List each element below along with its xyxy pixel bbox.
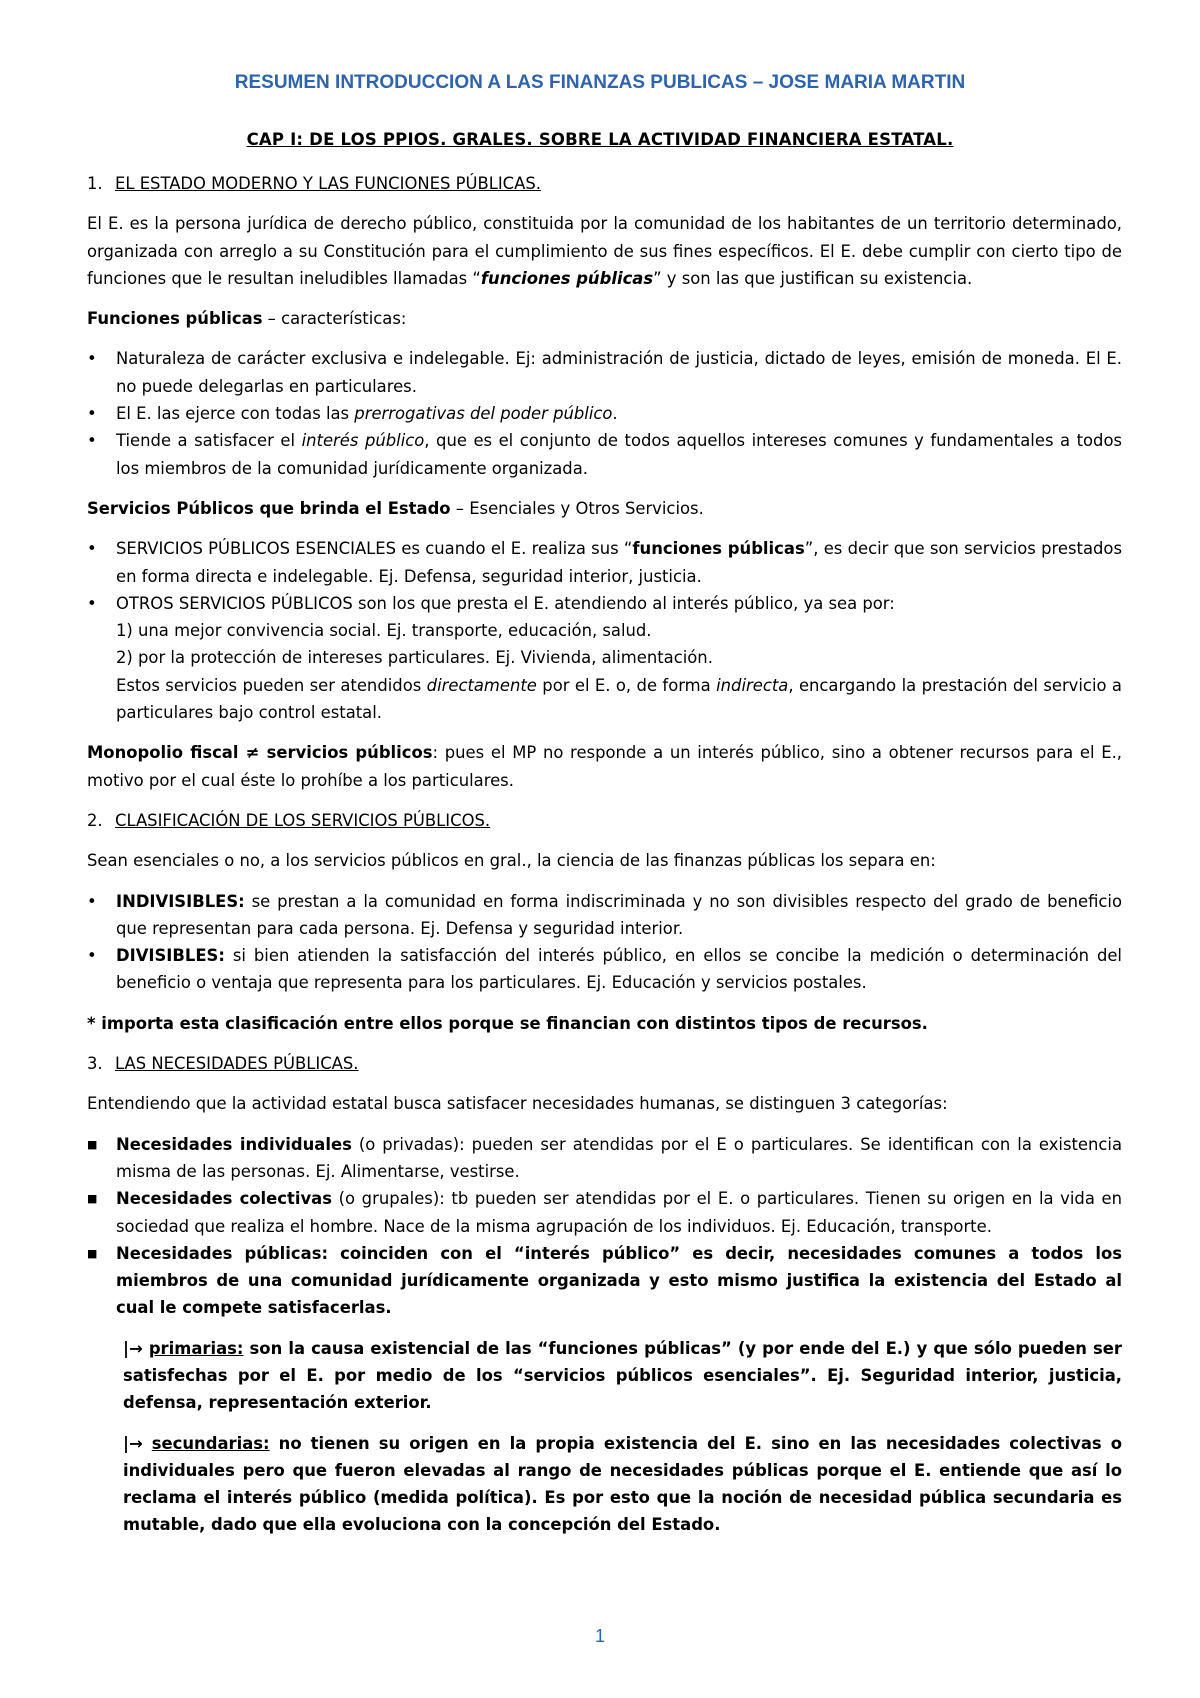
text-run: Tiende a satisfacer el <box>116 431 302 451</box>
text-run: – Esenciales y Otros Servicios. <box>450 498 704 518</box>
document-title: RESUMEN INTRODUCCION A LAS FINANZAS PUBLICAS – JOSE MARIA MARTIN <box>234 72 966 93</box>
section-number: 1. <box>87 174 103 193</box>
list-item <box>87 427 1122 482</box>
bold-label: Funciones públicas <box>87 309 263 329</box>
section-1-heading <box>87 170 1122 197</box>
bold-label: Servicios Públicos que brinda el Estado <box>87 498 451 518</box>
square-bullet-icon: ■ <box>87 1246 98 1260</box>
bullet-icon: • <box>87 431 97 451</box>
bold-label: INDIVISIBLES: <box>116 891 245 911</box>
bold-label: Necesidades colectivas <box>116 1189 332 1209</box>
arrow-icon: |→ <box>123 1433 152 1453</box>
text-run: (o grupales): tb pueden ser atendidas por el E. o particulares. Tienen su origen en la vida en sociedad que realiza el hombre. Nace de la misma agrupación de los individuos. Ej. Educación, transporte. <box>116 1189 1122 1236</box>
list-item <box>87 590 1122 726</box>
list-item <box>87 535 1122 590</box>
bullet-icon: • <box>87 891 97 911</box>
text-run: , que es el conjunto de todos aquellos intereses comunes y fundamentales a todos los miembros de la comunidad jurídicamente organizada. <box>116 431 1123 478</box>
bold-label: Necesidades individuales <box>116 1134 352 1154</box>
text-line <box>116 672 1122 727</box>
text-run: Estos servicios pueden ser atendidos <box>116 675 427 695</box>
text-run: ” y son las que justifican su existencia. <box>653 268 973 288</box>
section-number: 3. <box>87 1054 103 1074</box>
text-run: – características: <box>262 309 407 329</box>
paragraph-estado-definition <box>87 210 1122 292</box>
arrow-icon: |→ <box>123 1338 149 1358</box>
section-3-heading <box>87 1050 1122 1077</box>
text-run: El E. las ejerce con todas las <box>116 404 355 424</box>
servicios-publicos-heading <box>87 495 1122 522</box>
text-run: . <box>612 404 618 424</box>
bold-label: DIVISIBLES: <box>116 946 225 966</box>
text-run: ”, es decir que son servicios prestados en forma directa e indelegable. Ej. Defensa, seguridad interior, justicia. <box>116 539 1122 586</box>
document-body <box>87 170 1122 1552</box>
list-item <box>87 400 1122 427</box>
list-item <box>87 942 1122 997</box>
sub-label: primarias: <box>148 1338 244 1358</box>
page-number: 1 <box>594 1626 605 1646</box>
funciones-list <box>87 345 1122 481</box>
text-line: 1) una mejor convivencia social. Ej. transporte, educación, salud. <box>116 621 652 641</box>
list-item <box>87 345 1122 400</box>
clasificacion-intro: Sean esenciales o no, a los servicios públicos en gral., la ciencia de las finanzas públicas los separa en: <box>87 851 936 871</box>
text-run: (o privadas): pueden ser atendidas por el E o particulares. Se identifican con la existencia misma de las personas. Ej. Alimentarse, vestirse. <box>116 1134 1122 1181</box>
clasificacion-list <box>87 888 1122 997</box>
list-item <box>87 888 1122 943</box>
section-title: EL ESTADO MODERNO Y LAS FUNCIONES PÚBLICAS. <box>115 174 541 193</box>
square-bullet-icon: ■ <box>87 1137 98 1151</box>
chapter-title: CAP I: DE LOS PPIOS. GRALES. SOBRE LA ACTIVIDAD FINANCIERA ESTATAL. <box>246 130 954 149</box>
servicios-list <box>87 535 1122 726</box>
bold-text: funciones públicas <box>632 539 805 559</box>
italic-text: interés público <box>301 431 425 451</box>
monopolio-paragraph <box>87 739 1122 794</box>
text-line: OTROS SERVICIOS PÚBLICOS son los que presta el E. atendiendo al interés público, ya sea por: <box>116 593 895 613</box>
bullet-icon: • <box>87 593 97 613</box>
text-run: El E. es la persona jurídica de derecho público, constituida por la comunidad de los habitantes de un territorio determinado, organizada con arreglo a su Constitución para el cumplimiento de sus fines específicos. El E. debe cumplir con cierto tipo de funciones que le resultan ineludibles llamadas “ <box>87 214 1122 288</box>
bold-label: Monopolio fiscal ≠ servicios públicos <box>87 743 433 763</box>
section-2-heading <box>87 807 1122 834</box>
text-run: SERVICIOS PÚBLICOS ESENCIALES es cuando el E. realiza sus “ <box>116 539 633 559</box>
text-run: , encargando la prestación del servicio a particulares bajo control estatal. <box>116 675 1122 723</box>
secundarias-paragraph <box>123 1430 1122 1539</box>
text-run: : pues el MP no responde a un interés público, sino a obtener recursos para el E., motivo por el cual éste lo prohíbe a los particulares. <box>87 743 1122 790</box>
section-title: CLASIFICACIÓN DE LOS SERVICIOS PÚBLICOS. <box>115 810 491 830</box>
section-title: LAS NECESIDADES PÚBLICAS. <box>115 1054 359 1074</box>
primarias-paragraph <box>123 1335 1122 1417</box>
bullet-icon: • <box>87 404 97 424</box>
bullet-icon: • <box>87 539 97 559</box>
sub-label: secundarias: <box>151 1433 270 1453</box>
italic-text: indirecta <box>716 675 789 695</box>
list-item <box>87 1185 1122 1240</box>
text-run: por el E. o, de forma <box>536 675 717 695</box>
list-item <box>87 1131 1122 1186</box>
bold-text: Necesidades públicas: coinciden con el “interés público” es decir, necesidades comunes a todos los miembros de una comunidad jurídicamente organizada y esto mismo justifica la existencia del Estado al cual le compete satisfacerlas. <box>116 1243 1122 1318</box>
clasificacion-note: * importa esta clasificación entre ellos porque se financian con distintos tipos de recursos. <box>87 1013 928 1033</box>
bullet-icon: • <box>87 946 97 966</box>
text-run: son la causa existencial de las “funciones públicas” (y por ende del E.) y que sólo pueden ser satisfechas por el E. por medio de los “servicios públicos esenciales”. Ej. Seguridad interior, justicia, defensa, representación exterior. <box>123 1338 1122 1413</box>
bullet-icon: • <box>87 349 97 369</box>
funciones-publicas-heading <box>87 305 1122 332</box>
emphasis-text: funciones públicas <box>480 268 654 288</box>
necesidades-list <box>87 1131 1122 1322</box>
square-bullet-icon: ■ <box>87 1192 98 1206</box>
text-run: no tienen su origen en la propia existencia del E. sino en las necesidades colectivas o individuales pero que fueron elevadas al rango de necesidades públicas porque el E. entiende que así lo reclama el interés público (medida política). Es por esto que la noción de necesidad pública secundaria es mutable, dado que ella evoluciona con la concepción del Estado. <box>123 1433 1122 1535</box>
section-number: 2. <box>87 810 103 830</box>
text-line: 2) por la protección de intereses particulares. Ej. Vivienda, alimentación. <box>116 648 713 668</box>
italic-text: directamente <box>426 675 537 695</box>
text-run: se prestan a la comunidad en forma indiscriminada y no son divisibles respecto del grado de beneficio que representan para cada persona. Ej. Defensa y seguridad interior. <box>116 891 1122 938</box>
list-item-text: Naturaleza de carácter exclusiva e indelegable. Ej: administración de justicia, dictado de leyes, emisión de moneda. El E. no puede delegarlas en particulares. <box>116 349 1122 396</box>
necesidades-intro: Entendiendo que la actividad estatal busca satisfacer necesidades humanas, se distinguen 3 categorías: <box>87 1094 948 1114</box>
text-run: si bien atienden la satisfacción del interés público, en ellos se concibe la medición o determinación del beneficio o ventaja que representa para los particulares. Ej. Educación y servicios postales. <box>116 946 1122 993</box>
list-item <box>87 1240 1122 1322</box>
italic-text: prerrogativas del poder público <box>354 404 613 424</box>
